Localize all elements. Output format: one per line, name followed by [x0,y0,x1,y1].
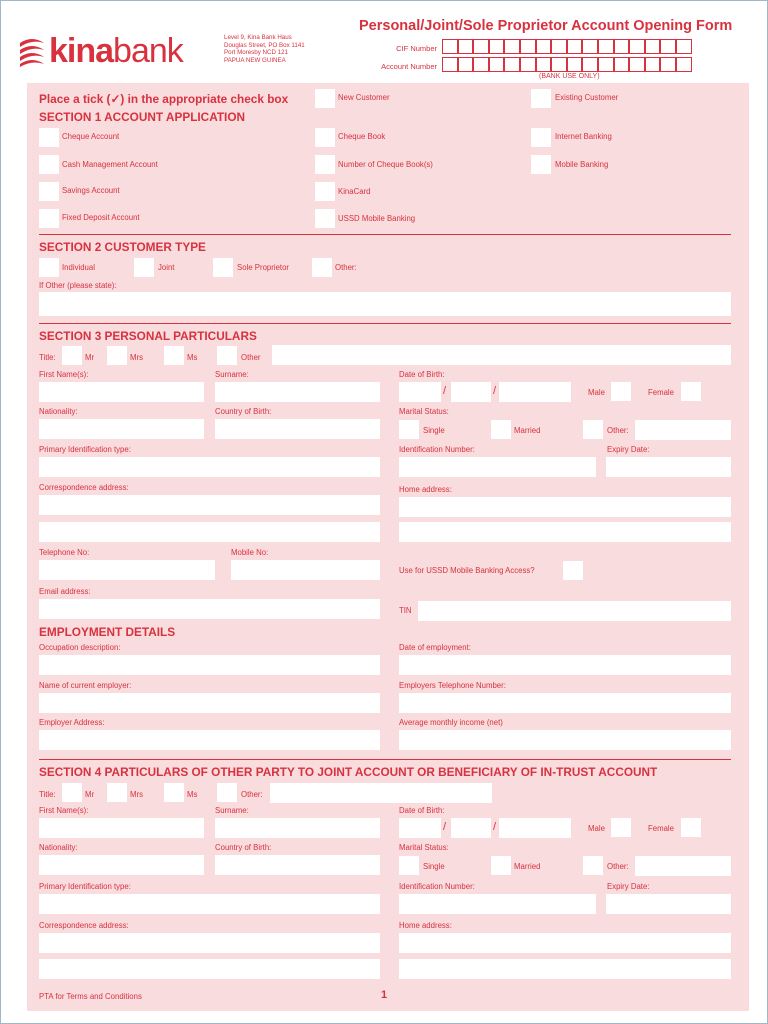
expiry-date-label: Expiry Date: [607,445,650,454]
account-digit-box[interactable] [567,57,583,72]
s4-expiry-date-label: Expiry Date: [607,882,650,891]
correspondence-address-label: Correspondence address: [39,483,129,492]
female-checkbox[interactable] [681,382,701,401]
cif-digit-box[interactable] [645,39,661,54]
surname-field[interactable] [215,382,380,402]
date-separator: / [493,821,497,833]
cash-management-checkbox[interactable] [39,155,59,174]
s4-dob-day-field[interactable] [399,818,441,838]
date-separator: / [443,821,447,833]
kinacard-checkbox[interactable] [315,182,335,201]
address-line: PAPUA NEW GUINEA [224,56,286,64]
s4-female-label: Female [648,824,674,833]
account-digit-box[interactable] [676,57,692,72]
date-separator: / [443,385,447,397]
section-1-title: SECTION 1 ACCOUNT APPLICATION [39,110,246,124]
number-cheque-books-checkbox[interactable] [315,155,335,174]
account-digit-box[interactable] [614,57,630,72]
monthly-income-field[interactable] [399,730,731,750]
tin-field[interactable] [418,601,731,621]
employer-phone-field[interactable] [399,693,731,713]
first-names-label: First Name(s): [39,370,89,379]
fixed-deposit-checkbox[interactable] [39,209,59,228]
tin-label: TIN [399,606,412,615]
title-mr-checkbox[interactable] [62,346,82,365]
cif-digit-box[interactable] [536,39,552,54]
employment-title: EMPLOYMENT DETAILS [39,625,176,639]
account-digit-box[interactable] [489,57,505,72]
title-mrs-label: Mrs [130,353,143,362]
title-other-label: Other [241,353,261,362]
brand-logo [49,31,183,71]
telephone-field[interactable] [39,560,215,580]
nationality-label: Nationality: [39,407,78,416]
date-of-employment-field[interactable] [399,655,731,675]
form-title: Personal/Joint/Sole Proprietor Account Opening Form [359,18,733,34]
correspondence-address-line1[interactable] [39,495,380,515]
employer-address-field[interactable] [39,730,380,750]
s4-title-label: Title: [39,790,56,799]
s4-marital-status-label: Marital Status: [399,843,449,852]
s4-country-of-birth-label: Country of Birth: [215,843,272,852]
male-label: Male [588,388,605,397]
cif-digit-box[interactable] [582,39,598,54]
cif-number-label: CIF Number [396,44,437,53]
single-label: Single [423,426,445,435]
cif-number-boxes[interactable] [442,39,692,54]
s4-male-checkbox[interactable] [611,818,631,837]
ussd-access-label: Use for USSD Mobile Banking Access? [399,566,535,575]
title-other-checkbox[interactable] [217,346,237,365]
savings-account-label: Savings Account [62,186,120,195]
country-of-birth-label: Country of Birth: [215,407,272,416]
kina-logo-icon [17,37,47,67]
account-digit-box[interactable] [598,57,614,72]
primary-id-field[interactable] [39,457,380,477]
id-number-field[interactable] [399,457,596,477]
number-cheque-books-label: Number of Cheque Book(s) [338,160,433,169]
s4-title-mr-checkbox[interactable] [62,783,82,802]
s4-surname-label: Surname: [215,806,249,815]
brand-name-bold: kina [49,32,114,70]
expiry-date-field[interactable] [606,457,731,477]
individual-label: Individual [62,263,95,272]
title-ms-label: Ms [187,353,198,362]
s4-correspondence-address-line2[interactable] [39,959,380,979]
fixed-deposit-label: Fixed Deposit Account [62,213,140,222]
brand-name-light: bank [113,32,183,70]
account-digit-box[interactable] [660,57,676,72]
s4-title-mrs-label: Mrs [130,790,143,799]
sole-proprietor-label: Sole Proprietor [237,263,290,272]
s4-id-number-field[interactable] [399,894,596,914]
cif-digit-box[interactable] [504,39,520,54]
page-number: 1 [381,989,388,1001]
mobile-banking-checkbox[interactable] [531,155,551,174]
s4-marital-other-checkbox[interactable] [583,856,603,875]
s4-first-names-label: First Name(s): [39,806,89,815]
primary-id-label: Primary Identification type: [39,445,131,454]
cheque-book-checkbox[interactable] [315,128,335,147]
s4-title-other-checkbox[interactable] [217,783,237,802]
title-mrs-checkbox[interactable] [107,346,127,365]
first-names-field[interactable] [39,382,204,402]
s4-nationality-label: Nationality: [39,843,78,852]
dob-label: Date of Birth: [399,370,445,379]
cheque-account-label: Cheque Account [62,132,120,141]
marital-other-label: Other: [607,426,629,435]
married-checkbox[interactable] [491,420,511,439]
nationality-field[interactable] [39,419,204,439]
ussd-mobile-banking-checkbox[interactable] [315,209,335,228]
s4-male-label: Male [588,824,605,833]
section-3-title: SECTION 3 PERSONAL PARTICULARS [39,329,257,343]
s4-female-checkbox[interactable] [681,818,701,837]
s4-dob-year-field[interactable] [499,818,571,838]
cif-digit-box[interactable] [567,39,583,54]
employer-phone-label: Employers Telephone Number: [399,681,506,690]
correspondence-address-line2[interactable] [39,522,380,542]
home-address-line1[interactable] [399,497,731,517]
ussd-access-checkbox[interactable] [563,561,583,580]
account-digit-box[interactable] [645,57,661,72]
new-customer-checkbox[interactable] [315,89,335,108]
account-digit-box[interactable] [473,57,489,72]
employer-name-field[interactable] [39,693,380,713]
s4-single-checkbox[interactable] [399,856,419,875]
s4-dob-label: Date of Birth: [399,806,445,815]
internet-banking-label: Internet Banking [555,132,612,141]
dob-year-field[interactable] [499,382,571,402]
id-number-label: Identification Number: [399,445,475,454]
s4-country-of-birth-field[interactable] [215,855,380,875]
s4-dob-month-field[interactable] [451,818,491,838]
cif-digit-box[interactable] [551,39,567,54]
bank-address [224,34,305,64]
s4-home-address-line2[interactable] [399,959,731,979]
section-4-title: SECTION 4 PARTICULARS OF OTHER PARTY TO JOINT ACCOUNT OR BENEFICIARY OF IN-TRUST ACCOUNT [39,765,658,779]
s4-surname-field[interactable] [215,818,380,838]
joint-label: Joint [158,263,175,272]
s4-married-label: Married [514,862,541,871]
s4-single-label: Single [423,862,445,871]
s4-title-ms-label: Ms [187,790,198,799]
s4-title-other-field[interactable] [270,783,492,803]
surname-label: Surname: [215,370,249,379]
cif-digit-box[interactable] [489,39,505,54]
account-number-boxes[interactable] [442,57,692,72]
s4-nationality-field[interactable] [39,855,204,875]
section-divider [39,234,731,235]
cif-digit-box[interactable] [629,39,645,54]
home-address-label: Home address: [399,485,452,494]
s4-title-other-label: Other: [241,790,263,799]
marital-other-checkbox[interactable] [583,420,603,439]
individual-checkbox[interactable] [39,258,59,277]
s4-title-mr-label: Mr [85,790,95,799]
section-divider [39,323,731,324]
account-digit-box[interactable] [504,57,520,72]
date-of-employment-label: Date of employment: [399,643,471,652]
address-line: Port Moresby NCD 121 [224,49,288,57]
new-customer-label: New Customer [338,93,390,102]
bank-use-only-note: (BANK USE ONLY) [539,73,600,80]
title-mr-label: Mr [85,353,95,362]
cif-digit-box[interactable] [676,39,692,54]
employer-address-label: Employer Address: [39,718,105,727]
other-type-checkbox[interactable] [312,258,332,277]
account-digit-box[interactable] [551,57,567,72]
existing-customer-checkbox[interactable] [531,89,551,108]
s4-id-number-label: Identification Number: [399,882,475,891]
account-digit-box[interactable] [629,57,645,72]
s4-marital-other-label: Other: [607,862,629,871]
title-label: Title: [39,353,56,362]
cif-digit-box[interactable] [442,39,458,54]
internet-banking-checkbox[interactable] [531,128,551,147]
country-of-birth-field[interactable] [215,419,380,439]
cif-digit-box[interactable] [520,39,536,54]
s4-correspondence-address-label: Correspondence address: [39,921,129,930]
male-checkbox[interactable] [611,382,631,401]
address-line: Douglas Street, PO Box 1141 [224,41,305,49]
title-other-field[interactable] [272,345,731,365]
s4-married-checkbox[interactable] [491,856,511,875]
other-type-label: Other: [335,263,357,272]
date-separator: / [493,385,497,397]
other-state-label: If Other (please state): [39,281,117,290]
mobile-label: Mobile No: [231,548,269,557]
address-line: Level 9, Kina Bank Haus [224,34,292,41]
cheque-book-label: Cheque Book [338,132,386,141]
s4-first-names-field[interactable] [39,818,204,838]
terms-footnote: PTA for Terms and Conditions [39,992,142,1001]
occupation-field[interactable] [39,655,380,675]
existing-customer-label: Existing Customer [555,93,619,102]
female-label: Female [648,388,674,397]
title-ms-checkbox[interactable] [164,346,184,365]
account-number-label: Account Number [381,62,437,71]
s4-correspondence-address-line1[interactable] [39,933,380,953]
savings-account-checkbox[interactable] [39,182,59,201]
monthly-income-label: Average monthly income (net) [399,718,503,727]
s4-home-address-line1[interactable] [399,933,731,953]
mobile-banking-label: Mobile Banking [555,160,609,169]
s4-expiry-date-field[interactable] [606,894,731,914]
s4-marital-other-field[interactable] [635,856,731,876]
cash-management-label: Cash Management Account [62,160,158,169]
kinacard-label: KinaCard [338,187,371,196]
other-state-field[interactable] [39,292,731,316]
s4-primary-id-field[interactable] [39,894,380,914]
account-digit-box[interactable] [536,57,552,72]
marital-status-label: Marital Status: [399,407,449,416]
employer-name-label: Name of current employer: [39,681,132,690]
cheque-account-checkbox[interactable] [39,128,59,147]
dob-month-field[interactable] [451,382,491,402]
s4-primary-id-label: Primary Identification type: [39,882,131,891]
cif-digit-box[interactable] [614,39,630,54]
email-label: Email address: [39,587,91,596]
telephone-label: Telephone No: [39,548,90,557]
married-label: Married [514,426,541,435]
account-digit-box[interactable] [442,57,458,72]
ussd-mobile-banking-label: USSD Mobile Banking [338,214,416,223]
cif-digit-box[interactable] [458,39,474,54]
sole-proprietor-checkbox[interactable] [213,258,233,277]
account-digit-box[interactable] [582,57,598,72]
mobile-field[interactable] [231,560,380,580]
cif-digit-box[interactable] [598,39,614,54]
account-digit-box[interactable] [458,57,474,72]
tick-instruction: Place a tick (✓) in the appropriate check box [39,92,289,106]
home-address-line2[interactable] [399,522,731,542]
joint-checkbox[interactable] [134,258,154,277]
cif-digit-box[interactable] [660,39,676,54]
s4-title-mrs-checkbox[interactable] [107,783,127,802]
account-digit-box[interactable] [520,57,536,72]
s4-title-ms-checkbox[interactable] [164,783,184,802]
cif-digit-box[interactable] [473,39,489,54]
s4-home-address-label: Home address: [399,921,452,930]
marital-other-field[interactable] [635,420,731,440]
occupation-label: Occupation description: [39,643,121,652]
dob-day-field[interactable] [399,382,441,402]
section-2-title: SECTION 2 CUSTOMER TYPE [39,240,206,254]
single-checkbox[interactable] [399,420,419,439]
email-field[interactable] [39,599,380,619]
section-divider [39,759,731,760]
